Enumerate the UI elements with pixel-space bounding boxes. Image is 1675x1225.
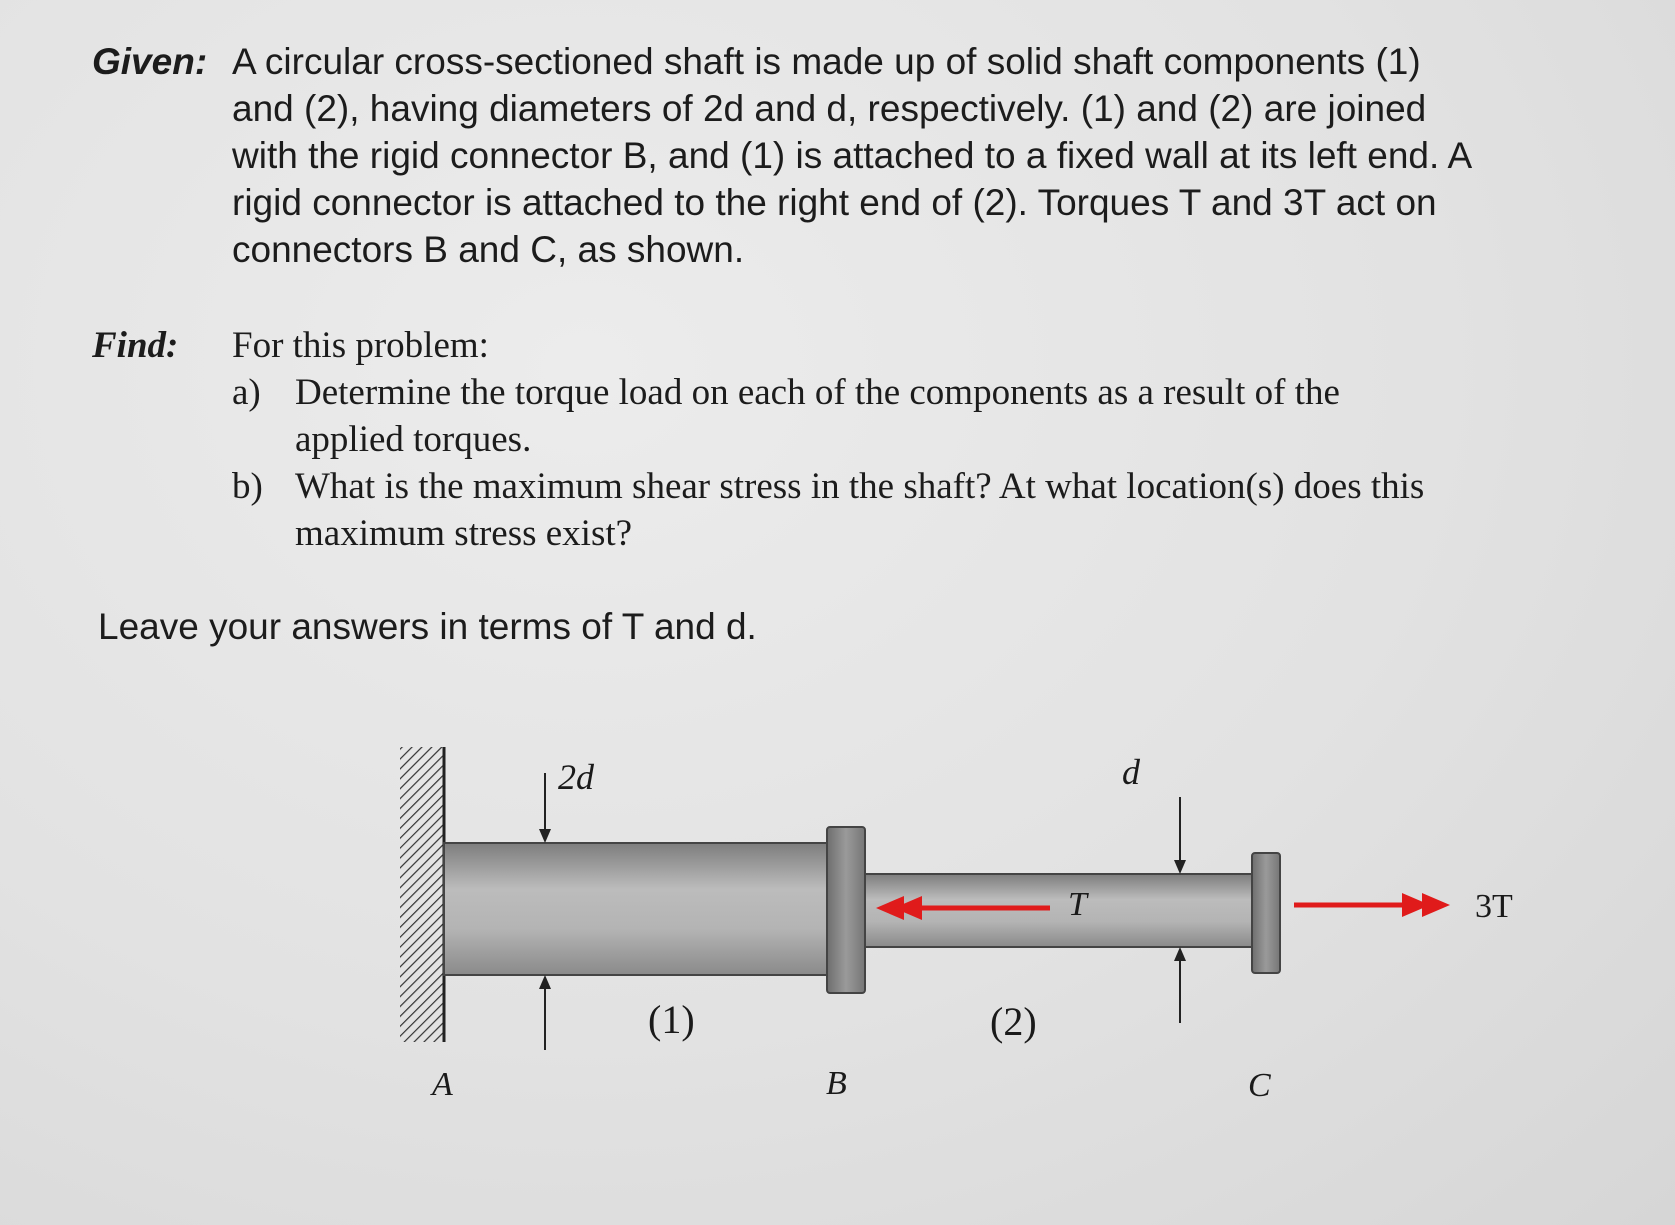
given-label: Given: bbox=[92, 41, 208, 82]
find-item-line: Determine the torque load on each of the components as a result of the bbox=[295, 372, 1340, 413]
given-line: with the rigid connector B, and (1) is attached to a fixed wall at its left end. A bbox=[232, 135, 1473, 176]
given-line: rigid connector is attached to the right end of (2). Torques T and 3T act on bbox=[232, 182, 1437, 223]
find-intro: For this problem: bbox=[232, 325, 489, 366]
shaft-component-1 bbox=[444, 843, 829, 975]
given-line: connectors B and C, as shown. bbox=[232, 229, 745, 270]
find-item-line: applied torques. bbox=[295, 419, 532, 460]
point-c-label: C bbox=[1248, 1067, 1271, 1104]
torque-3t-arrow bbox=[1294, 893, 1450, 917]
point-b-label: B bbox=[826, 1065, 847, 1102]
list-marker-a: a) bbox=[232, 372, 261, 413]
instruction-text: Leave your answers in terms of T and d. bbox=[98, 606, 757, 647]
find-item-line: What is the maximum shear stress in the shaft? At what location(s) does this bbox=[295, 466, 1425, 507]
given-line: A circular cross-sectioned shaft is made up of solid shaft components (1) bbox=[232, 41, 1421, 82]
find-item-line: maximum stress exist? bbox=[295, 513, 633, 554]
connector-c bbox=[1252, 853, 1280, 973]
torque-3t-label: 3T bbox=[1475, 888, 1513, 925]
connector-b bbox=[827, 827, 865, 993]
list-marker-b: b) bbox=[232, 466, 263, 507]
given-line: and (2), having diameters of 2d and d, respectively. (1) and (2) are joined bbox=[232, 88, 1427, 129]
component-1-label: (1) bbox=[648, 997, 695, 1042]
diameter-1-label: 2d bbox=[558, 757, 594, 797]
torque-t-label: T bbox=[1068, 886, 1087, 923]
diameter-2-label: d bbox=[1122, 752, 1140, 792]
find-label: Find: bbox=[92, 325, 179, 366]
fixed-wall-hatch bbox=[400, 747, 444, 1042]
component-2-label: (2) bbox=[990, 999, 1037, 1044]
point-a-label: A bbox=[432, 1066, 453, 1103]
